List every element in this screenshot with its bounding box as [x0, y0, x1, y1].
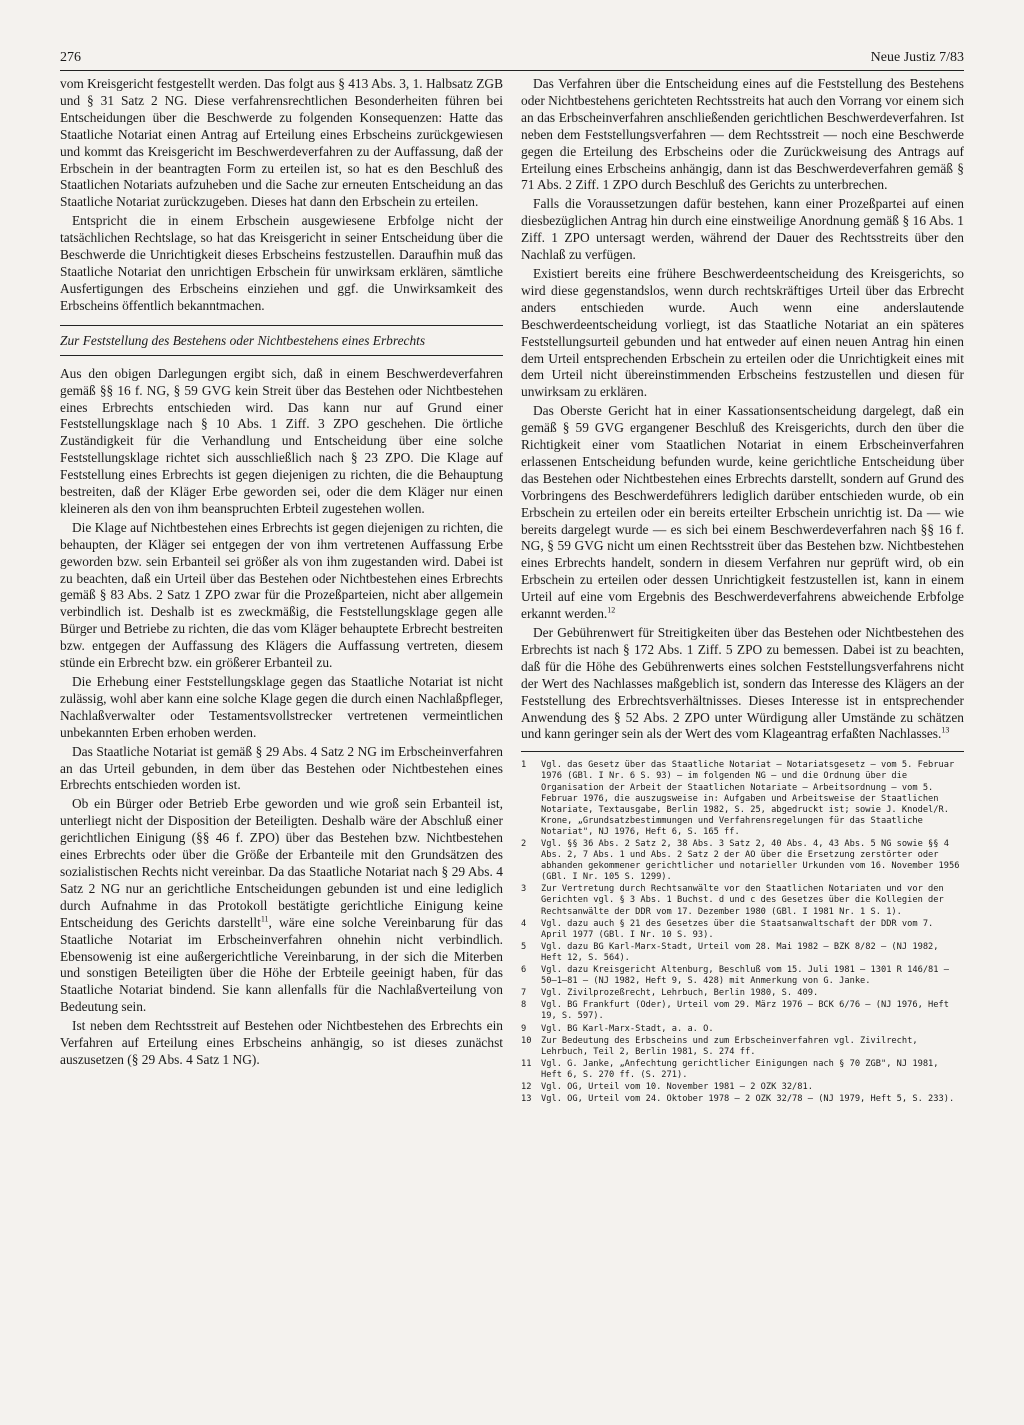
- footnote-number: 5: [521, 941, 527, 952]
- footnote: [521, 1000, 964, 1022]
- footnote-text: Zur Bedeutung des Erbscheins und zum Erbscheinverfahren vgl. Zivilrecht, Lehrbuch, Teil 2, Berlin 1981, S. 274 ff.: [541, 1035, 918, 1057]
- footnotes: [521, 760, 964, 1105]
- paragraph-text: Der Gebührenwert für Streitigkeiten über das Bestehen oder Nichtbestehen des Erbrechts ist nach § 172 Abs. 1 Ziff. 5 ZPO zu bemessen. Dabei ist zu beachten, daß für die Höhe des Gebührenwerts eines solchen Feststellungsverfahrens nicht der Wert des Nachlasses maßgeblich ist, sondern das Interesse des Klägers an der Feststellung des Erbrechtsverhältnisses. Dieses Interesse ist in entsprechender Anwendung des § 52 Abs. 2 ZPO unter Würdigung aller Umstände zu schätzen und kann geringer sein als der Wert des vom Klageantrag erfaßten Nachlasses.: [521, 625, 964, 742]
- footnote: [521, 965, 964, 987]
- footnote-number: 2: [521, 839, 527, 849]
- footnote-text: Vgl. das Gesetz über das Staatliche Notariat – Notariatsgesetz – vom 5. Februar 1976 (GBl. I Nr. 6 S. 93) – im folgenden NG – und die Ordnung über die Organisation der Arbeit der Staatlichen Notariate – Arbeitsordnung – vom 5. Februar 1976, die auszugsweise in: Aufgaben und Arbeitsweise der Staatlichen Notariate, Textausgabe, Berlin 1982, S. 25, abgedruckt ist; sowie J. Knodel/R. Krone, „Grundsatzbestimmungen und Verfahrensregelungen für das Staatliche Notariat", NJ 1976, Heft 6, S. 165 ff.: [541, 760, 955, 837]
- footnote-ref: 12: [607, 605, 616, 615]
- footnote: [521, 988, 964, 999]
- journal-issue: Neue Justiz 7/83: [870, 50, 964, 65]
- footnote-number: 7: [521, 988, 527, 999]
- footnote: [521, 1059, 964, 1081]
- footnote-text: Vgl. BG Karl-Marx-Stadt, a. a. O.: [541, 1023, 714, 1034]
- footnote: [521, 1082, 964, 1093]
- footnote-text: Vgl. §§ 36 Abs. 2 Satz 2, 38 Abs. 3 Satz 2, 40 Abs. 4, 43 Abs. 5 NG sowie §§ 4 Abs. 2, 7 Abs. 1 und Abs. 2 Satz 2 der AO über die Ersetzung zerstörter oder abhanden gekommener gerichtlicher und notarieller Urkunden vom 16. November 1956 (GBl. I Nr. 105 S. 1299).: [541, 839, 960, 883]
- paragraph: [521, 625, 964, 743]
- footnote-text: Vgl. Zivilprozeßrecht, Lehrbuch, Berlin 1980, S. 409.: [541, 988, 819, 999]
- footnote-number: 3: [521, 884, 527, 895]
- left-column: [60, 76, 503, 1069]
- footnote-text: Vgl. G. Janke, „Anfechtung gerichtlicher Einigungen nach § 70 ZGB", NJ 1981, Heft 6, S. 270 ff. (S. 271).: [541, 1058, 939, 1080]
- footnote: [521, 839, 964, 883]
- footnote: [521, 760, 964, 838]
- footnote: [521, 1024, 964, 1035]
- footnote-text: Vgl. dazu BG Karl-Marx-Stadt, Urteil vom 28. Mai 1982 – BZK 8/82 – (NJ 1982, Heft 12, S. 564).: [541, 941, 939, 963]
- footnote: [521, 1036, 964, 1058]
- paragraph: Die Klage auf Nichtbestehen eines Erbrechts ist gegen diejenigen zu richten, die behaupten, der Kläger sei entgegen der von ihm vertretenen Auffassung Erbe geworden bzw. sein Erbanteil sei größer als von ihm zugestanden wird. Dabei ist zu beachten, daß ein Urteil über das Bestehen oder Nichtbestehen eines Erbrechts gemäß § 83 Abs. 2 Satz 1 ZPO zwar für die Prozeßparteien, nicht aber allgemein verbindlich ist. Deshalb ist es zweckmäßig, die Feststellungsklage gegen alle Bürger und Betriebe zu richten, die das vom Kläger behauptete Erbrecht bestreiten bzw. entgegen der Auffassung des Klägers die Auffassung vertreten, diesem stünde ein Erbrecht bzw. ein größerer Erbanteil zu.: [60, 519, 503, 671]
- paragraph: Aus den obigen Darlegungen ergibt sich, daß in einem Beschwerdeverfahren gemäß §§ 16 f. NG, § 59 GVG kein Streit über das Bestehen oder Nichtbestehen eines Erbrechts entschieden wird. Das kann nur auf Grund einer Feststellungsklage nach § 10 Abs. 1 Ziff. 3 ZPO geschehen. Die örtliche Zuständigkeit für die Verhandlung und Entscheidung über eine solche Feststellungsklage richtet sich ausschließlich nach § 23 ZPO. Die Klage auf Feststellung eines Erbrechts ist gegen diejenigen zu richten, die die Behauptung bestreiten, daß der Kläger Erbe geworden sei, oder die dem Kläger nur einen kleineren als den von ihm beanspruchten Erbteil zugestehen wollen.: [60, 365, 503, 516]
- footnote-rule: [521, 751, 964, 752]
- footnote-number: 1: [521, 760, 527, 771]
- paragraph-text: Ob ein Bürger oder Betrieb Erbe geworden und wie groß sein Erbanteil ist, unterliegt nicht der Disposition der Beteiligten. Deshalb wäre der Abschluß einer gerichtlichen Einigung (§§ 46 f. ZPO) über das Bestehen bzw. Nichtbestehen eines Erbrechts oder über die Größe der Erbanteile mit den Grundsätzen des sozialistischen Rechts nicht vereinbar. Da das Staatliche Notariat nach § 29 Abs. 4 Satz 2 NG nur an gerichtliche Entscheidungen gebunden ist und eine lediglich durch Aufnahme in das Protokoll bestätigte gerichtliche Einigung keine Entscheidung des Gerichts darstellt: [60, 796, 503, 930]
- footnote-text: Vgl. dazu auch § 21 des Gesetzes über die Staatsanwaltschaft der DDR vom 7. April 1977 (GBl. I Nr. 10 S. 93).: [541, 918, 934, 940]
- page-number: 276: [60, 50, 81, 65]
- paragraph: vom Kreisgericht festgestellt werden. Das folgt aus § 413 Abs. 3, 1. Halbsatz ZGB und § 31 Satz 2 NG. Diese verfahrensrechtlichen Besonderheiten führen bei Entscheidungen über die Beschwerde zu folgenden Konsequenzen: Hatte das Staatliche Notariat einen Antrag auf Erteilung eines Erbscheins zurückgewiesen und kommt das Kreisgericht im Beschwerdeverfahren zu der Auffassung, daß der Erbschein in der beantragten Form zu erteilen ist, so hat es den Beschluß des Staatlichen Notariats aufzuheben und die Sache zur erneuten Entscheidung an das Staatliche Notariat zurückzugeben. Dieses hat dann den Erbschein zu erteilen.: [60, 76, 503, 210]
- footnote-text: Vgl. BG Frankfurt (Oder), Urteil vom 29. März 1976 – BCK 6/76 – (NJ 1976, Heft 19, S. 597).: [541, 1000, 949, 1022]
- paragraph: Entspricht die in einem Erbschein ausgewiesene Erbfolge nicht der tatsächlichen Rechtslage, so hat das Kreisgericht in seiner Entscheidung über die Beschwerde die Unrichtigkeit dieses Erbscheins festzustellen. Daraufhin muß das Staatliche Notariat den unrichtigen Erbschein für unwirksam erklären, sämtliche Ausfertigungen des Erbscheins einziehen und ggf. die Unwirksamkeit des Erbscheins öffentlich bekanntmachen.: [60, 213, 503, 313]
- footnote-number: 10: [521, 1035, 532, 1046]
- paragraph: Die Erhebung einer Feststellungsklage gegen das Staatliche Notariat ist nicht zulässig, wohl aber kann eine solche Klage gegen die durch einen Nachlaßpfleger, Nachlaßverwalter oder Testamentsvollstrecker vertretenen vermeintlichen unbekannten Erben erhoben werden.: [60, 674, 503, 740]
- footnote-number: 11: [521, 1058, 532, 1069]
- paragraph-text: , wäre eine solche Vereinbarung für das Staatliche Notariat im Erbscheinverfahren ohnehin nicht verbindlich. Ebensowenig ist eine außergerichtliche Vereinbarung, in der sich die Miterben und sonstigen Beteiligten über die Höhe der Erbteile geeinigt haben, für das Staatliche Notariat bindend. Sie kann allenfalls für die Nachlaßverteilung von Bedeutung sein.: [60, 914, 503, 1015]
- paragraph: Das Staatliche Notariat ist gemäß § 29 Abs. 4 Satz 2 NG im Erbscheinverfahren an das Urteil gebunden, in dem über das Bestehen oder Nichtbestehen eines Erbrechts entschieden worden ist.: [60, 743, 503, 793]
- footnote-text: Vgl. OG, Urteil vom 24. Oktober 1978 – 2 OZK 32/78 – (NJ 1979, Heft 5, S. 233).: [541, 1094, 955, 1105]
- page-header: [60, 50, 964, 72]
- paragraph: [60, 796, 503, 1016]
- footnote-number: 13: [521, 1094, 532, 1105]
- paragraph: Existiert bereits eine frühere Beschwerdeentscheidung des Kreisgerichts, so wird diese gegenstandslos, wenn durch rechtskräftiges Urteil über das Erbrecht anders entschieden wurde. Auch wenn eine anderslautende Beschwerdeentscheidung vorliegt, ist das Staatliche Notariat an ein späteres Feststellungsurteil gebunden und hat entweder auf einen neuen Antrag hin einen dem Urteil entsprechenden Erbschein zu erteilen oder die Unrichtigkeit eines mit dem Urteil nicht übereinstimmenden Erbscheins festzustellen und diesen für unwirksam zu erklären.: [521, 265, 964, 400]
- header-rule: [60, 70, 964, 71]
- paragraph: Das Verfahren über die Entscheidung eines auf die Feststellung des Bestehens oder Nichtbestehens gerichteten Rechtsstreits hat auch den Vorrang vor einem sich an das Erbscheinverfahren anschließenden gerichtlichen Beschwerdeverfahren. Ist neben dem Feststellungsverfahren — dem Rechtsstreit — noch eine Beschwerde gegen die Erteilung des Erbscheins oder die Zurückweisung des Antrags auf Erteilung eines Erbscheins anhängig, dann ist das Beschwerdeverfahren gemäß § 71 Abs. 2 Ziff. 1 ZPO durch Beschluß des Gerichts zu unterbrechen.: [521, 76, 964, 193]
- footnote-text: Zur Vertretung durch Rechtsanwälte vor den Staatlichen Notariaten und vor den Gerichten vgl. § 3 Abs. 1 Buchst. d und c des Gesetzes über die Kollegien der Rechtsanwälte der DDR vom 17. Dezember 1980 (GBl. I 1981 Nr. 1 S. 1).: [541, 884, 944, 917]
- right-column: [521, 76, 964, 1106]
- section-heading-box: [60, 325, 503, 356]
- footnote: [521, 919, 964, 941]
- footnote-number: 9: [521, 1023, 527, 1034]
- paragraph: Ist neben dem Rechtsstreit auf Bestehen oder Nichtbestehen des Erbrechts ein Verfahren auf Erteilung eines Erbscheins anhängig, so ist dieses zunächst auszusetzen (§ 29 Abs. 4 Satz 1 NG).: [60, 1018, 503, 1067]
- footnote-number: 12: [521, 1081, 532, 1092]
- paragraph: [521, 403, 964, 623]
- paragraph-text: Das Oberste Gericht hat in einer Kassationsentscheidung dargelegt, daß ein gemäß § 59 GVG ergangener Beschluß des Kreisgerichts, durch den über die Richtigkeit einer vom Staatlichen Notariat in einem Erbscheinverfahren erlassenen Entscheidung befunden wurde, keine gerichtliche Entscheidung über das Bestehen oder Nichtbestehen eines Erbrechts darstellt, sondern auf Grund des Vorbringens des Beschwerdeführers lediglich darüber entschieden wurde, ob ein Erbschein zu erteilen oder ein bereits erteilter Erbschein unrichtig ist. Da — wie bereits dargelegt wurde — es sich bei einem Beschwerdeverfahren nach §§ 16 f. NG, § 59 GVG nicht um einen Rechtsstreit über das Bestehen bzw. Nichtbestehen eines Erbrechts handelt, sondern in diesem Verfahren nur geprüft wird, ob ein Erbschein zu erteilen oder dessen Unrichtigkeit festzustellen ist, kann in einem Urteil auf eine vom Ergebnis des Beschwerdeverfahrens abweichende Erbfolge erkannt werden.: [521, 403, 964, 622]
- footnote-number: 8: [521, 1000, 527, 1011]
- footnote-number: 6: [521, 965, 527, 976]
- section-heading: Zur Feststellung des Bestehens oder Nichtbestehens eines Erbrechts: [60, 332, 426, 348]
- footnote: [521, 884, 964, 917]
- footnote-ref: 13: [941, 725, 950, 735]
- footnote: [521, 1094, 964, 1105]
- footnote-number: 4: [521, 918, 527, 929]
- paragraph: Falls die Voraussetzungen dafür bestehen, kann einer Prozeßpartei auf einen diesbezüglichen Antrag hin durch eine einstweilige Anordnung gemäß § 16 Abs. 1 Ziff. 1 ZPO untersagt werden, während der Dauer des Rechtsstreits über den Nachlaß zu verfügen.: [521, 196, 964, 263]
- footnote-ref: 11: [260, 914, 269, 924]
- footnote-text: Vgl. OG, Urteil vom 10. November 1981 – 2 OZK 32/81.: [541, 1081, 813, 1092]
- footnote-text: Vgl. dazu Kreisgericht Altenburg, Beschluß vom 15. Juli 1981 – 1301 R 146/81 – 50–1–81 – (NJ 1982, Heft 9, S. 428) mit Anmerkung von G. Janke.: [541, 965, 949, 987]
- footnote: [521, 942, 964, 964]
